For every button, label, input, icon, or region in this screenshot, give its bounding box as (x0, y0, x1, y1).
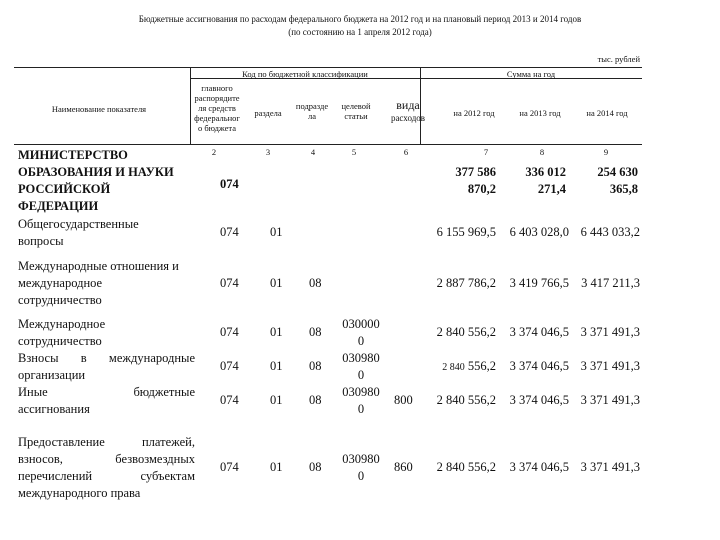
row-gl-code: 074 (220, 325, 239, 339)
row-gl-code: 074 (220, 460, 239, 474)
row-sum-2012: 377 586 870,2 (455, 165, 496, 196)
col-number: 6 (403, 147, 409, 157)
table-row-name: Предоставление платежей, взносов, безвозмездных перечислений субъектам международного права (18, 435, 195, 500)
col-number: 3 (265, 147, 271, 157)
row-sum-2013: 3 374 046,5 (509, 460, 569, 474)
row-sum-2014: 6 443 033,2 (580, 225, 640, 239)
unit-label: тыс. рублей (597, 54, 640, 64)
row-sum-2012: 2 840 556,2 (436, 393, 496, 407)
document-title: Бюджетные ассигнования по расходам федерального бюджета на 2012 год и на плановый период 2013 и 2014 годов (138, 14, 582, 24)
row-sum-2012: 2 887 786,2 (436, 276, 496, 290)
table-row-name: Иные бюджетные ассигнования (18, 385, 195, 416)
col-header-2012: на 2012 год (453, 108, 495, 118)
row-sum-2012: 2 840 556,2 (436, 325, 496, 339)
col-number: 5 (351, 147, 357, 157)
row-sum-2014: 3 371 491,3 (580, 325, 640, 339)
row-sum-2012: 6 155 969,5 (436, 225, 496, 239)
row-gl-code: 074 (220, 393, 239, 407)
col-header-gl: главного распорядите ля средств федеральног о бюджета (194, 83, 240, 133)
col-header-cel: целевой статьи (341, 101, 371, 121)
col-header-vid: вида расходов (390, 98, 426, 123)
row-sum-2013: 6 403 028,0 (509, 225, 569, 239)
row-sum-2013: 3 374 046,5 (509, 393, 569, 407)
row-sum-2014: 3 371 491,3 (580, 393, 640, 407)
row-cel-code: 030980 0 (342, 385, 380, 416)
table-row-name: Международные отношения и международное сотрудничество (18, 259, 179, 307)
table-row-name: МИНИСТЕРСТВО ОБРАЗОВАНИЯ И НАУКИ РОССИЙСКОЙ ФЕДЕРАЦИИ (18, 148, 174, 213)
row-sum-2014: 3 371 491,3 (580, 460, 640, 474)
row-razdel-code: 01 (270, 276, 283, 290)
col-number: 7 (483, 147, 489, 157)
row-razdel-code: 01 (270, 393, 283, 407)
row-razdel-code: 01 (270, 359, 283, 373)
col-group-sum: Сумма на год (506, 69, 556, 79)
row-gl-code: 074 (220, 276, 239, 290)
row-sum-2013: 336 012 271,4 (525, 165, 566, 196)
row-cel-code: 030000 0 (342, 317, 380, 348)
col-number: 2 (211, 147, 217, 157)
row-gl-code: 074 (220, 225, 239, 239)
row-cel-code: 030980 0 (342, 351, 380, 382)
col-header-razdel: раздела (254, 108, 282, 118)
col-header-podrazdel: подразде ла (295, 101, 329, 121)
table-row-name: Общегосударственные вопросы (18, 217, 139, 248)
row-sum-2013: 3 374 046,5 (509, 359, 569, 373)
row-sum-2014: 3 371 491,3 (580, 359, 640, 373)
row-cel-code: 030980 0 (342, 452, 380, 483)
col-group-code: Код по бюджетной классификации (242, 69, 368, 79)
row-sum-2013: 3 374 046,5 (509, 325, 569, 339)
row-gl-code: 074 (220, 177, 239, 191)
row-vid-code: 800 (394, 393, 413, 407)
col-number: 9 (603, 147, 609, 157)
row-vid-code: 860 (394, 460, 413, 474)
table-row-name: Взносы в международные организации (18, 351, 195, 382)
row-sum-2014: 3 417 211,3 (581, 276, 640, 290)
row-sum-2014: 254 630 365,8 (597, 165, 638, 196)
document-subtitle: (по состоянию на 1 апреля 2012 года) (288, 27, 432, 37)
col-header-2013: на 2013 год (519, 108, 561, 118)
row-razdel-code: 01 (270, 325, 283, 339)
header-bottom-line (14, 144, 642, 145)
row-podrazdel-code: 08 (309, 325, 322, 339)
row-razdel-code: 01 (270, 225, 283, 239)
col-number: 8 (539, 147, 545, 157)
row-sum-2012: 2 840 556,2 (436, 460, 496, 474)
row-gl-code: 074 (220, 359, 239, 373)
col-header-name: Наименование показателя (51, 104, 147, 114)
row-razdel-code: 01 (270, 460, 283, 474)
row-podrazdel-code: 08 (309, 460, 322, 474)
col-number: 4 (310, 147, 316, 157)
table-row-name: Международное сотрудничество (18, 317, 106, 348)
table-top-line (14, 67, 642, 68)
row-podrazdel-code: 08 (309, 276, 322, 290)
row-sum-2012: 2 840 556,2 (442, 359, 496, 373)
col-header-2014: на 2014 год (586, 108, 628, 118)
row-podrazdel-code: 08 (309, 359, 322, 373)
row-sum-2013: 3 419 766,5 (509, 276, 569, 290)
row-podrazdel-code: 08 (309, 393, 322, 407)
